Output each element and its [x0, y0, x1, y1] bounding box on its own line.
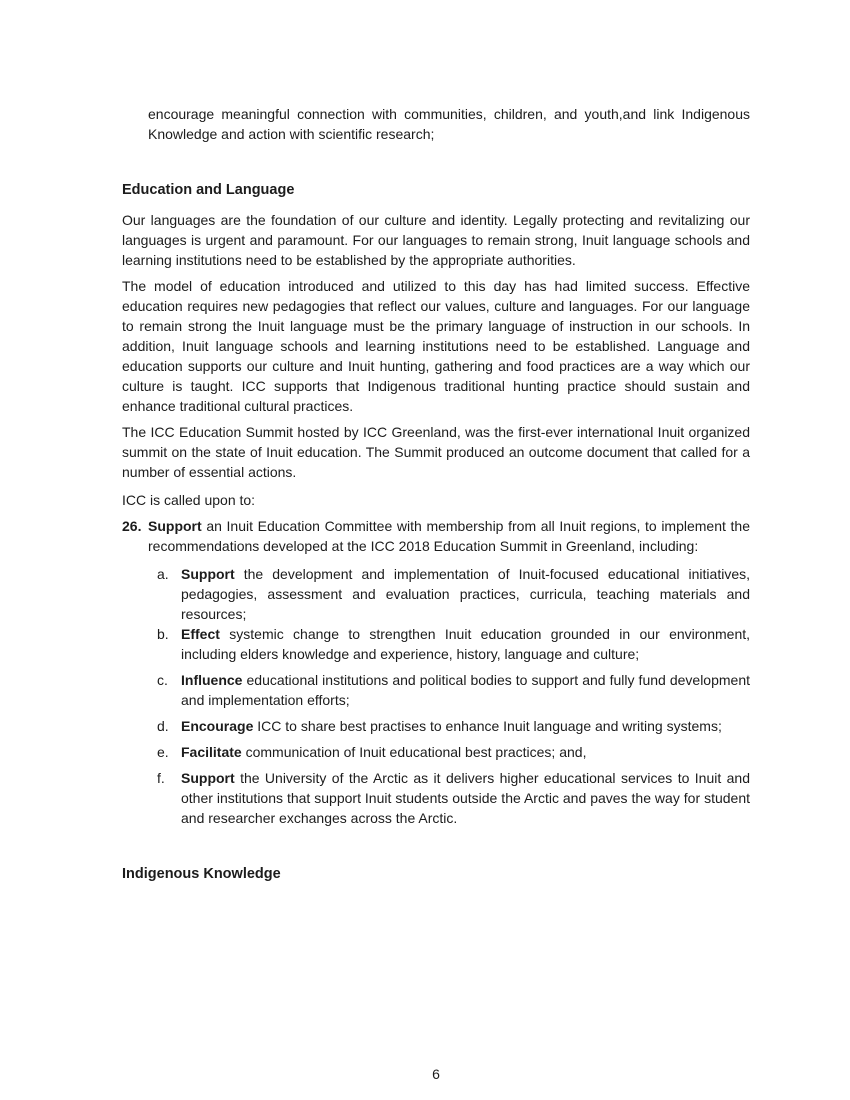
- subitem-f-lead-word: Support: [181, 770, 235, 786]
- subitem-c-body-text: educational institutions and political bodies to support and fully fund development and implementation efforts;: [181, 672, 751, 708]
- subitem-b: [157, 624, 750, 664]
- paragraph-languages-foundation: Our languages are the foundation of our culture and identity. Legally protecting and revitalizing our languages is urgent and paramount. For our languages to remain strong, Inuit language schools and learning institutions need to be established by the appropriate authorities.: [122, 212, 750, 268]
- section-heading-indigenous-knowledge: Indigenous Knowledge: [122, 866, 281, 882]
- subitem-b-text: [181, 624, 750, 664]
- subitem-d-lead-word: Encourage: [181, 718, 254, 734]
- page-number: 6: [432, 1066, 440, 1082]
- list-item-continuation: encourage meaningful connection with communities, children, and youth,and link Indigenous Knowledge and action with scientific research;: [148, 106, 750, 142]
- subitem-f-body-text: the University of the Arctic as it delivers higher educational services to Inuit and other institutions that support Inuit students outside the Arctic and paves the way for student and researcher exchanges across the Arctic.: [181, 770, 750, 826]
- subitem-a-letter: a.: [157, 566, 169, 582]
- paragraph-model-of-education: The model of education introduced and utilized to this day has had limited success. Effective education requires new pedagogies that reflect our values, culture and languages. For our language to remain strong the Inuit language must be the primary language of instruction in our schools. In addition, Inuit language schools and learning institutions need to be established. Language and education supports our culture and Inuit hunting, gathering and food practices are a way which our culture is taught. ICC supports that Indigenous traditional hunting practice should sustain and enhance traditional cultural practices.: [122, 278, 750, 414]
- subitem-f: [157, 768, 750, 828]
- subitem-e-letter: e.: [157, 744, 169, 760]
- document-content: [122, 0, 750, 894]
- subitem-f-text: [181, 768, 750, 828]
- subitem-a-body-text: the development and implementation of Inuit-focused educational initiatives, pedagogies, assessment and evaluation practices, curricula, teaching materials and resources;: [181, 566, 750, 622]
- item-26-lead-word: Support: [148, 518, 202, 534]
- subitem-d-body-text: ICC to share best practises to enhance Inuit language and writing systems;: [257, 718, 722, 734]
- subitem-d-text: [181, 716, 750, 736]
- subitem-d-letter: d.: [157, 718, 169, 734]
- subitem-a: [157, 564, 750, 624]
- subitem-c-lead-word: Influence: [181, 672, 243, 688]
- call-to-action-line: ICC is called upon to:: [122, 492, 256, 508]
- subitem-a-text: [181, 564, 750, 624]
- subitem-e-body-text: communication of Inuit educational best practices; and,: [245, 744, 587, 760]
- subitem-b-body-text: systemic change to strengthen Inuit education grounded in our environment, including elders knowledge and experience, history, language and culture;: [181, 626, 751, 662]
- subitem-e-text: [181, 742, 750, 762]
- subitem-e: [157, 742, 750, 762]
- subitem-e-lead-word: Facilitate: [181, 744, 242, 760]
- subitem-c-text: [181, 670, 750, 710]
- subitem-b-lead-word: Effect: [181, 626, 220, 642]
- item-number: 26.: [122, 518, 142, 534]
- item-26-text: [148, 516, 750, 556]
- section-heading-education-and-language: Education and Language: [122, 182, 295, 198]
- subitem-a-lead-word: Support: [181, 566, 235, 582]
- subitem-c: [157, 670, 750, 710]
- subitem-d: [157, 716, 750, 736]
- paragraph-icc-education-summit: The ICC Education Summit hosted by ICC Greenland, was the first-ever international Inuit organized summit on the state of Inuit education. The Summit produced an outcome document that called for a number of essential actions.: [122, 424, 750, 480]
- subitem-c-letter: c.: [157, 672, 168, 688]
- numbered-item-26: [122, 516, 750, 556]
- subitem-f-letter: f.: [157, 770, 165, 786]
- item-26-body-text: an Inuit Education Committee with membership from all Inuit regions, to implement the recommendations developed at the ICC 2018 Education Summit in Greenland, including:: [148, 518, 751, 554]
- subitem-b-letter: b.: [157, 626, 169, 642]
